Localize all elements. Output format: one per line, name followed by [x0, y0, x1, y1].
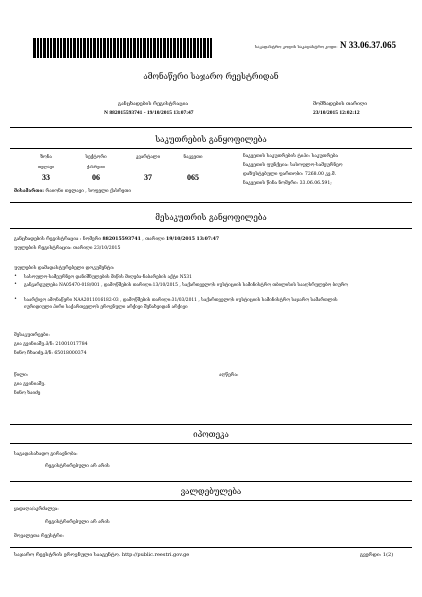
barcode-bar	[203, 38, 206, 58]
barcode-bar	[183, 38, 186, 58]
encumbrance-section-title: ვალდებულება	[180, 487, 242, 496]
barcode-bar	[107, 38, 109, 58]
barcode-bar	[100, 38, 102, 58]
barcode-bar	[47, 38, 49, 58]
barcode-bar	[53, 38, 56, 58]
barcode-bar	[190, 38, 192, 58]
barcode-bar	[200, 38, 202, 58]
divider	[10, 443, 412, 444]
barcode-bar	[153, 38, 156, 58]
barcode-bar	[193, 38, 196, 58]
sector-value: 06	[92, 173, 100, 182]
bullet-icon: •	[14, 273, 17, 279]
mortgage-subject-value: რეგისტრირებული არ არის	[45, 464, 110, 469]
barcode-bar	[43, 38, 46, 58]
divider	[10, 500, 412, 501]
seizure-value: რეგისტრირებული არ არის	[45, 520, 110, 525]
divider	[10, 228, 412, 229]
footer-page-number: გვერდი: 1(2)	[360, 552, 394, 558]
barcode-bar	[150, 38, 152, 58]
barcode-bar	[120, 38, 122, 58]
divider	[10, 148, 412, 149]
barcode-bar	[57, 38, 59, 58]
detail-function: ნაკვეთის ფუნქცია: სასოფლო-სამეურნეო	[243, 163, 343, 168]
barcode-bar	[60, 38, 62, 58]
barcode-bar	[127, 38, 129, 58]
barcode-bar	[110, 38, 112, 58]
barcode-bar	[133, 38, 136, 58]
owner-row: გია გვინიაშვ.პ/ნ: 21001017784	[14, 342, 88, 347]
barcode-bar	[80, 38, 82, 58]
barcode-bar	[210, 38, 212, 58]
barcode-bar	[50, 38, 52, 58]
parcel-label: ნაკვეთი	[183, 155, 203, 160]
barcode-bar	[177, 38, 179, 58]
address: მისამართი: რაიონი თელავი , სოფელი ქასრეთი	[14, 189, 131, 194]
cadastral-code: N 33.06.37.065	[340, 40, 396, 50]
barcode-bar	[117, 38, 119, 58]
prepared-date-label: მომზადების თარიღი	[313, 101, 368, 107]
mortgage-section-title: იპოთეკა	[193, 430, 229, 439]
detail-previous-number: ნაკვეთის წინა ნომერი: 33.06.06.591;	[243, 181, 332, 186]
owner-row: ნინო ჩხაიძე.პ/ნ: 65018000374	[14, 351, 87, 356]
sector-sublabel: ქასრეთი	[86, 164, 106, 169]
basis-item: საარქივო ამონაწერი NAA2011016182-03 , დამოწმების თარიღი:31/03/2011 , საქართველოს იუსტიციის სამინისტრო საჯარო სამართლის იურიდიული პირი საქართველოს ეროვნული არქივი შენახვიდან არქივი	[24, 298, 338, 310]
notes-label: აღწერა:	[219, 373, 239, 378]
barcode-bar	[97, 38, 99, 58]
barcode-bar	[77, 38, 79, 58]
share-label: წილი:	[14, 373, 29, 378]
barcode-bar	[180, 38, 182, 58]
barcode-bar	[103, 38, 106, 58]
barcode-bar	[123, 38, 126, 58]
barcode-bar	[37, 38, 39, 58]
property-section-title: საკუთრების განყოფილება	[155, 135, 267, 144]
barcode-bar	[113, 38, 116, 58]
application-value: N 882015593741 - 19/10/2015 13:07:47	[104, 110, 194, 116]
barcode-bar	[170, 38, 172, 58]
mortgage-subject-label: საგადასახადო გირავნობა:	[14, 452, 78, 457]
owners-label: მესაკუთრეები:	[14, 333, 50, 338]
share-value: ნინო ხაიძე	[14, 391, 41, 396]
detail-ownership-type: ნაკვეთის საკუთრების ტიპი: საკუთრება	[243, 154, 338, 159]
zone-value: 33	[42, 173, 50, 182]
divider	[10, 481, 412, 482]
barcode-bar	[163, 38, 166, 58]
barcode-bar	[130, 38, 132, 58]
barcode-bar	[140, 38, 142, 58]
parcel-value: 065	[187, 173, 199, 182]
barcode-bar	[197, 38, 199, 58]
share-owner: გია გვინიაშვ.	[14, 382, 46, 387]
basis-label: უფლების დამადასტურებელი დოკუმენტი:	[14, 266, 115, 271]
quarter-value: 37	[144, 173, 152, 182]
barcode-image	[33, 38, 213, 58]
divider	[10, 547, 412, 548]
barcode-bar	[73, 38, 76, 58]
barcode-bar	[173, 38, 176, 58]
detail-area: დაზუსტებული ფართობი: 7268.00 კვ.მ.	[243, 172, 337, 177]
barcode-bar	[40, 38, 42, 58]
divider	[10, 202, 412, 203]
seizure-label: ყადაღა/აკრძალვა:	[14, 507, 59, 512]
barcode-prefix-label: საკადასტრო კოდის საკადასტრო კოდი:	[255, 44, 338, 49]
barcode-bar	[90, 38, 92, 58]
sector-label: სექტორი	[85, 155, 107, 160]
application-label: განცხადების რეგისტრაცია	[118, 101, 189, 107]
basis-item: განკარგულება NA05470-018/001 , დამოწმების თარიღი:13/10/2015 , საქართველოს იუსტიციის სამინისტრო თბილისის სააღსრულებო ბიურო	[24, 283, 348, 288]
barcode-bar	[157, 38, 159, 58]
barcode-bar	[143, 38, 146, 58]
divider	[10, 127, 412, 128]
barcode-bar	[167, 38, 169, 58]
debtor-registry-label: მოვალეთა რეესტრი:	[14, 534, 64, 539]
divider	[10, 424, 412, 425]
barcode-bar	[207, 38, 209, 58]
bullet-icon: •	[14, 281, 17, 287]
barcode-bar	[63, 38, 66, 58]
bullet-icon: •	[14, 296, 17, 302]
document-title: ამონაწერი საჯარო რეესტრიდან	[143, 72, 279, 81]
registration-line: განცხადების რეგისტრაცია : ნომერი 882015593741 , თარიღი 19/10/2015 13:07:47	[14, 237, 220, 242]
barcode-bar	[70, 38, 72, 58]
basis-item: სასოფლო-სამეურნეო დანიშნულების მიწის მიღება-ჩაბარების აქტი N531	[24, 275, 192, 280]
zone-sublabel: თელავი	[37, 164, 55, 169]
quarter-label: კვარტალი	[135, 155, 161, 160]
barcode-bar	[83, 38, 86, 58]
barcode-bar	[137, 38, 139, 58]
barcode-bar	[147, 38, 149, 58]
ownership-section-title: მესაკუთრის განყოფილება	[155, 213, 267, 222]
footer-agency: საჯარო რეესტრის ეროვნული სააგენტო. http://public.reestri.gov.ge	[14, 552, 190, 558]
barcode-bar	[93, 38, 96, 58]
barcode-bar	[67, 38, 69, 58]
prepared-date-value: 23/10/2015 12:02:12	[313, 110, 360, 116]
barcode-bar	[160, 38, 162, 58]
barcode-bar	[33, 38, 36, 58]
zone-label: ზონა	[40, 155, 52, 160]
barcode-bar	[187, 38, 189, 58]
barcode-bar	[87, 38, 89, 58]
right-registration-line: უფლების რეგისტრაცია: თარიღი 23/10/2015	[14, 246, 121, 251]
